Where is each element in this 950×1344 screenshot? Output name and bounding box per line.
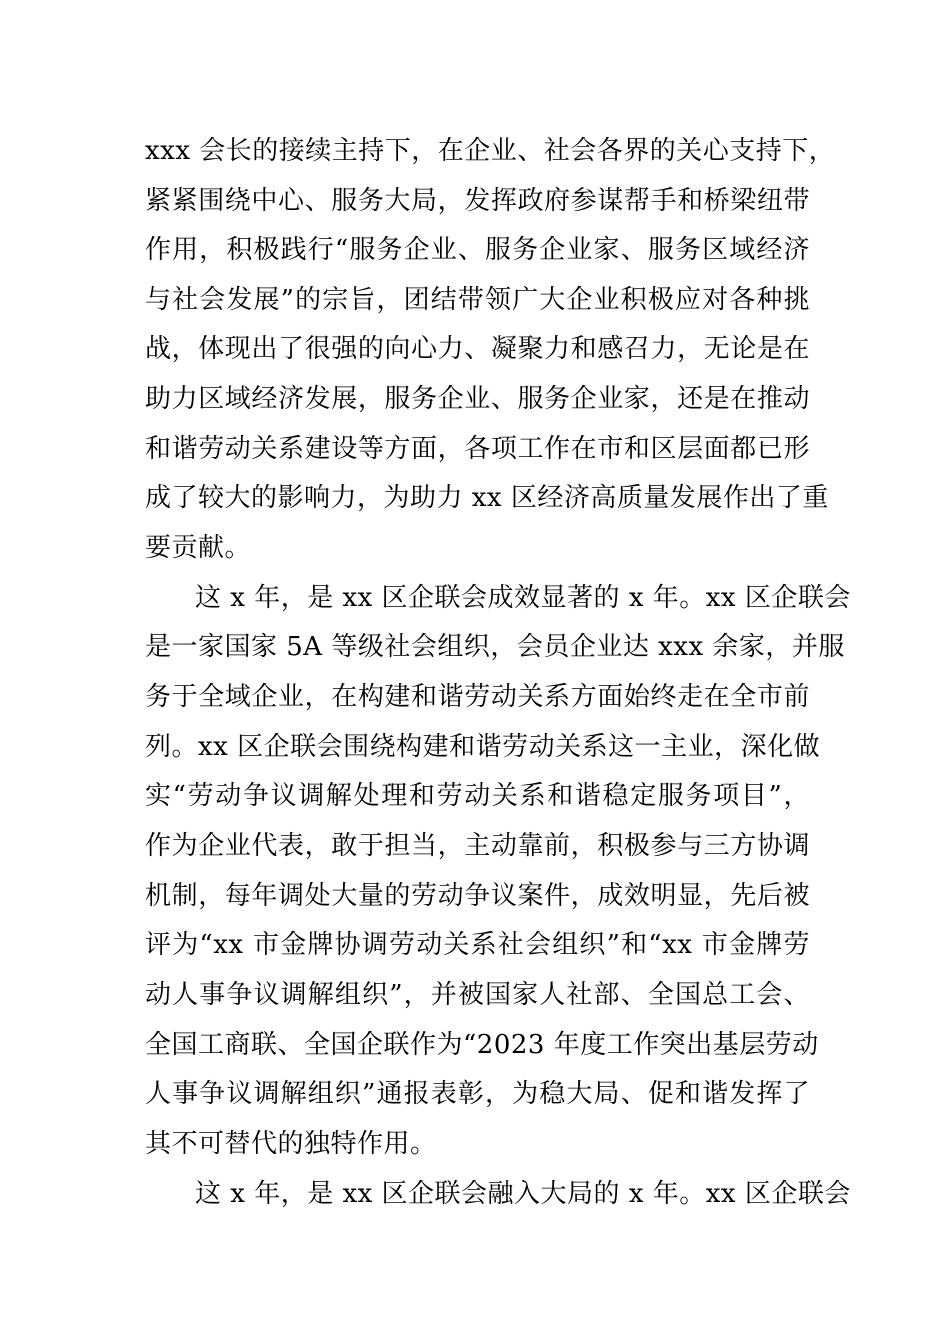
text-line: xxx 会长的接续主持下，在企业、社会各界的关心支持下，: [145, 136, 836, 166]
text-line: 要贡献。: [145, 533, 252, 563]
text-line: 列。xx 区企联会围绕构建和谐劳动关系这一主业，深化做: [145, 732, 821, 762]
text-line: 动人事争议调解组织”，并被国家人社部、全国总工会、: [145, 980, 810, 1010]
text-line: 成了较大的影响力，为助力 xx 区经济高质量发展作出了重: [145, 483, 829, 513]
text-line: 全国工商联、全国企联作为“2023 年度工作突出基层劳动: [145, 1030, 819, 1060]
text-line: 助力区域经济发展，服务企业、服务企业家，还是在推动: [145, 384, 810, 414]
text-line: 人事争议调解组织”通报表彰，为稳大局、促和谐发挥了: [145, 1079, 810, 1109]
text-line: 其不可替代的独特作用。: [145, 1129, 437, 1159]
text-line: 作为企业代表，敢于担当，主动靠前，积极参与三方协调: [145, 831, 810, 861]
text-line: 紧紧围绕中心、服务大局，发挥政府参谋帮手和桥梁纽带: [145, 186, 810, 216]
paragraph-first-line: 这 x 年，是 xx 区企联会成效显著的 x 年。xx 区企联会: [195, 583, 851, 613]
text-line: 务于全域企业，在构建和谐劳动关系方面始终走在全市前: [145, 682, 810, 712]
text-line: 实“劳动争议调解处理和劳动关系和谐稳定服务项目”，: [145, 781, 810, 811]
text-line: 和谐劳动关系建设等方面，各项工作在市和区层面都已形: [145, 434, 810, 464]
text-line: 机制，每年调处大量的劳动争议案件，成效明显，先后被: [145, 881, 810, 911]
text-line: 是一家国家 5A 等级社会组织，会员企业达 xxx 余家，并服: [145, 632, 845, 662]
paragraph-first-line: 这 x 年，是 xx 区企联会融入大局的 x 年。xx 区企联会: [195, 1179, 851, 1209]
text-line: 评为“xx 市金牌协调劳动关系社会组织”和“xx 市金牌劳: [145, 930, 810, 960]
text-line: 作用，积极践行“服务企业、服务企业家、服务区域经济: [145, 235, 810, 265]
text-line: 战，体现出了很强的向心力、凝聚力和感召力，无论是在: [145, 334, 810, 364]
text-line: 与社会发展”的宗旨，团结带领广大企业积极应对各种挑: [145, 285, 810, 315]
